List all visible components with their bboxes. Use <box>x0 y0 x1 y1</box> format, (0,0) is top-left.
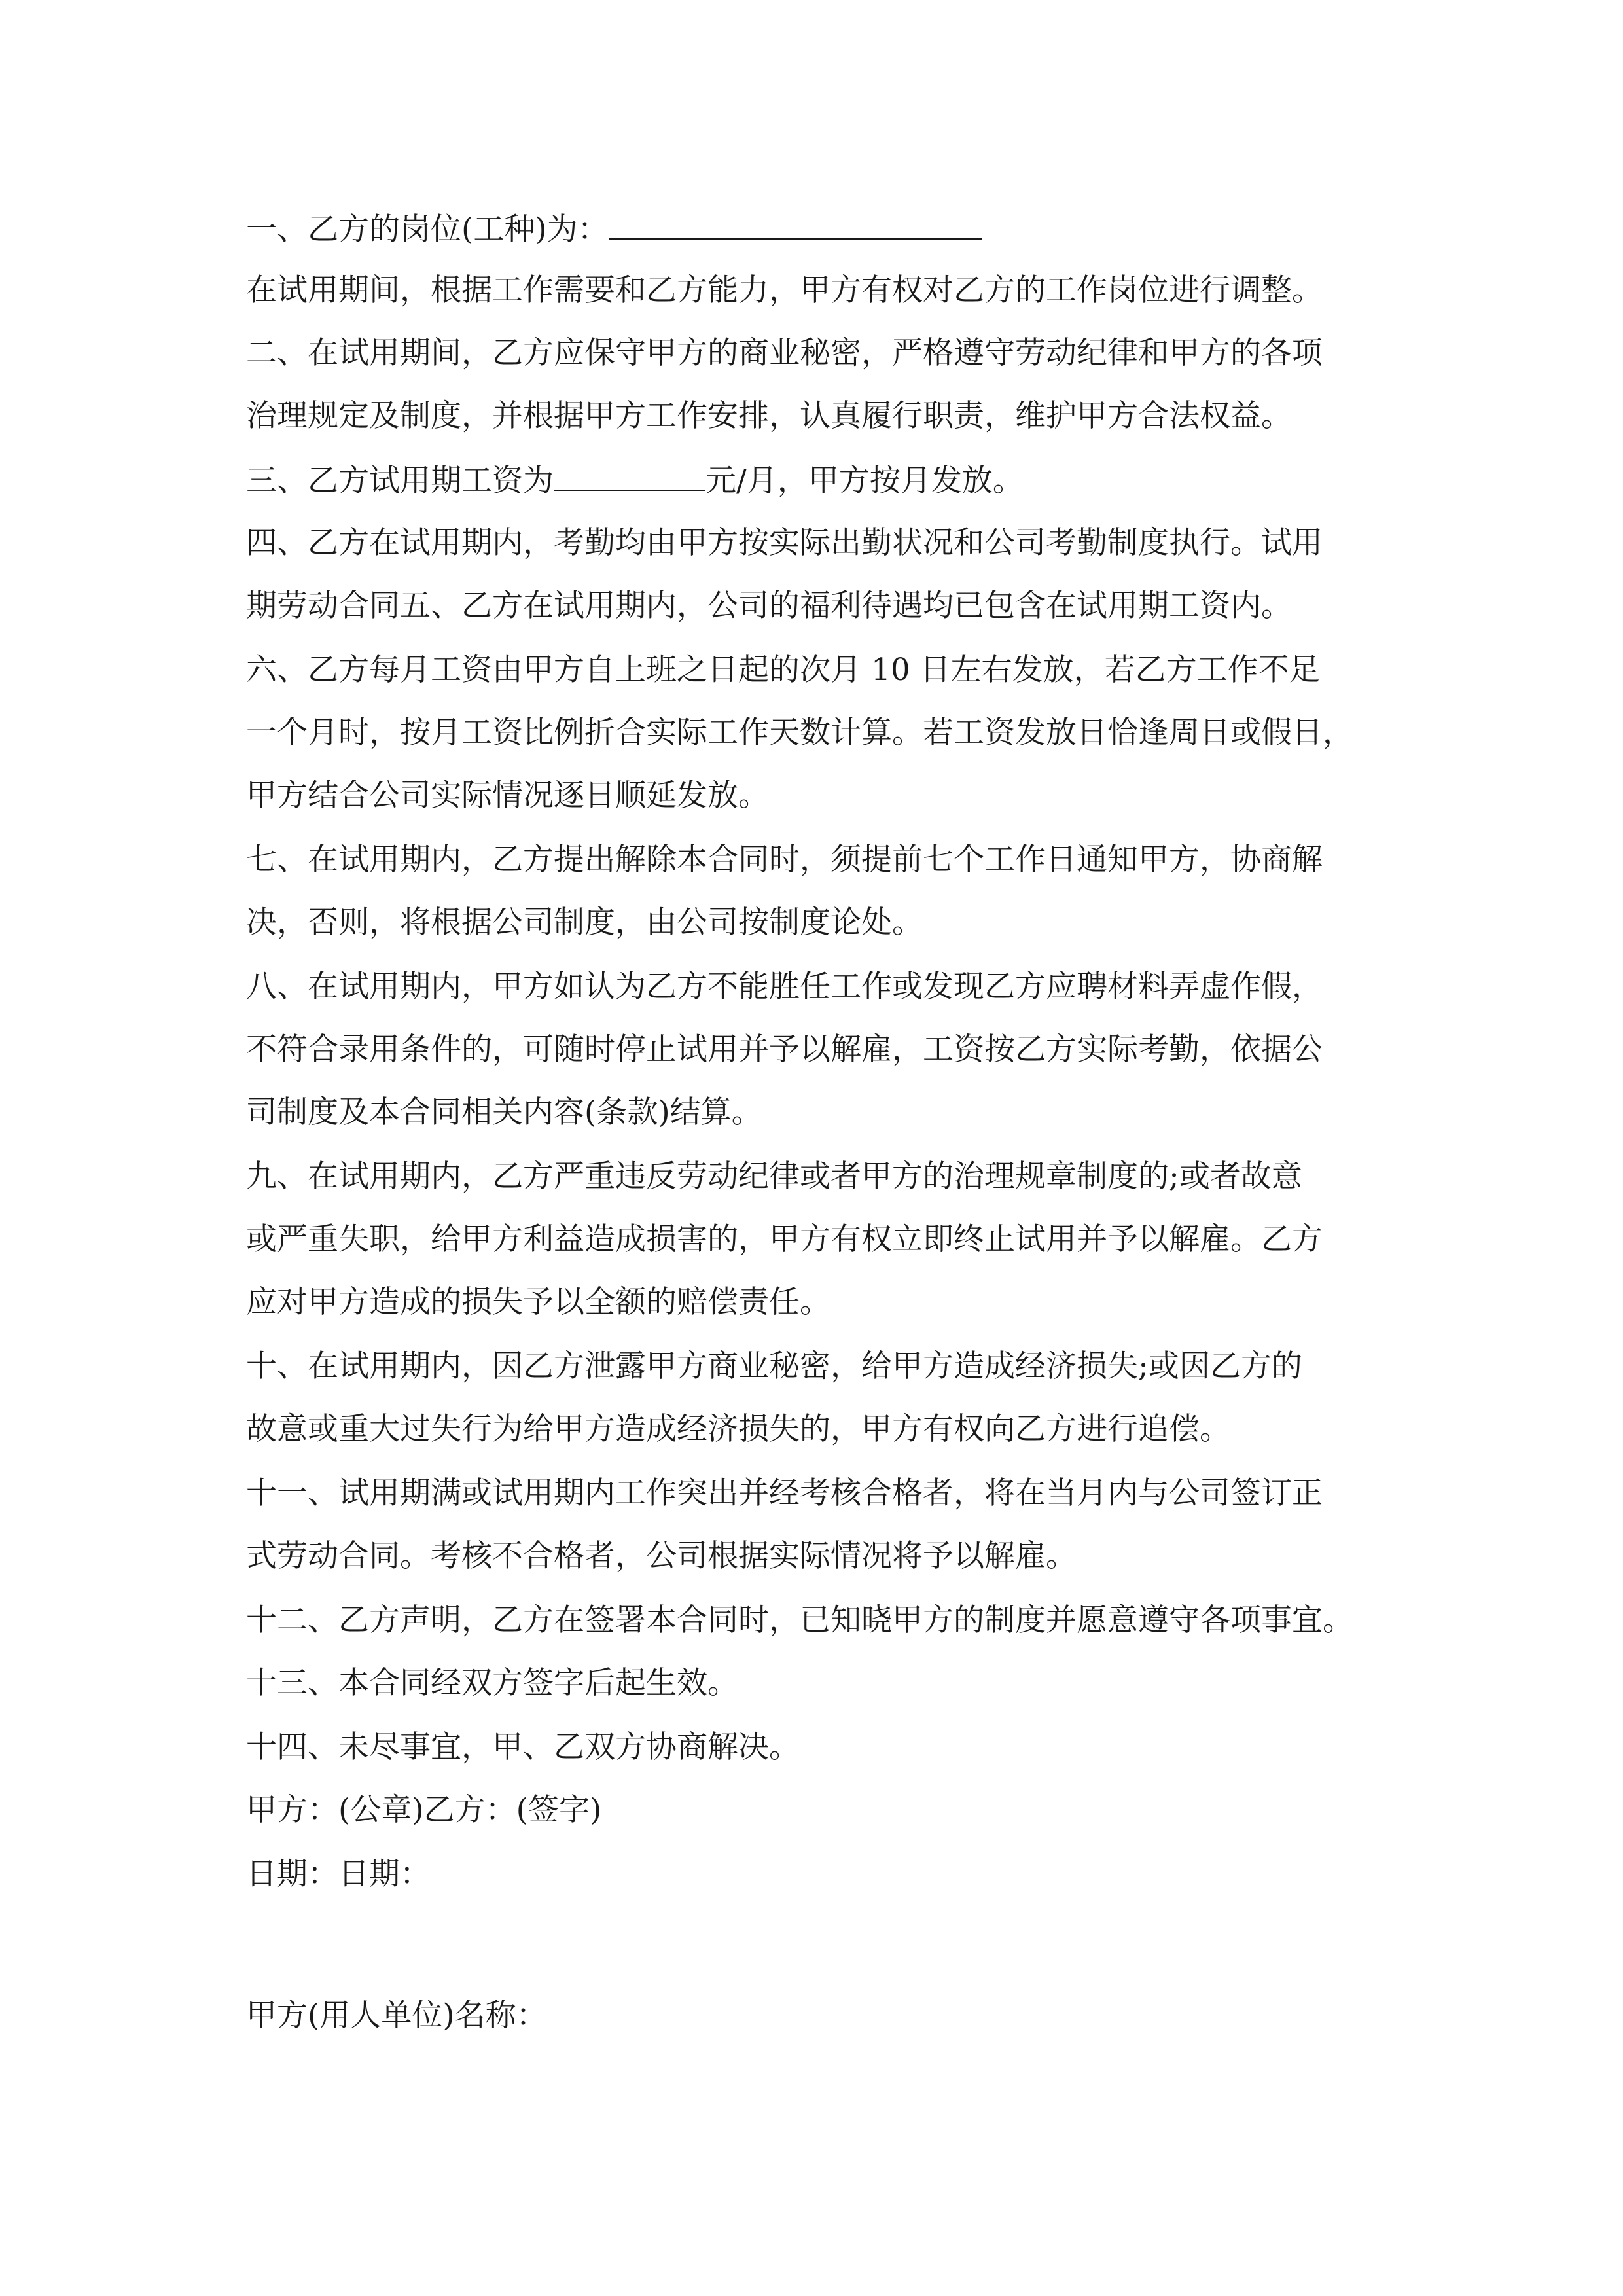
clause-14: 十四、未尽事宜，甲、乙双方协商解决。 <box>246 1729 800 1765</box>
clause-3-tail: 元/月，甲方按月发放。 <box>705 463 1024 499</box>
text-line-2: 在试用期间，根据工作需要和乙方能力，甲方有权对乙方的工作岗位进行调整。 <box>246 272 1323 308</box>
clause-7-line-1: 七、在试用期内，乙方提出解除本合同时，须提前七个工作日通知甲方，协商解 <box>246 842 1323 878</box>
clause-9-line-2: 或严重失职，给甲方利益造成损害的，甲方有权立即终止试用并予以解雇。乙方 <box>246 1221 1323 1257</box>
clause-4-line-1: 四、乙方在试用期内，考勤均由甲方按实际出勤状况和公司考勤制度执行。试用 <box>246 525 1323 561</box>
clause-6-line-2: 一个月时，按月工资比例折合实际工作天数计算。若工资发放日恰逢周日或假日， <box>246 715 1353 751</box>
position-blank <box>609 208 982 240</box>
clause-2-line-2: 治理规定及制度，并根据甲方工作安排，认真履行职责，维护甲方合法权益。 <box>246 398 1292 434</box>
clause-6-line-1: 六、乙方每月工资由甲方自上班之日起的次月 10 日左右发放，若乙方工作不足 <box>246 652 1320 688</box>
clause-6-line-3: 甲方结合公司实际情况逐日顺延发放。 <box>246 778 769 814</box>
clause-10-line-2: 故意或重大过失行为给甲方造成经济损失的，甲方有权向乙方进行追偿。 <box>246 1411 1230 1447</box>
clause-9-line-1: 九、在试用期内，乙方严重违反劳动纪律或者甲方的治理规章制度的;或者故意 <box>246 1158 1302 1194</box>
clause-7-line-2: 决，否则，将根据公司制度，由公司按制度论处。 <box>246 905 923 941</box>
signature-line: 甲方：(公章)乙方：(签字) <box>246 1792 602 1828</box>
clause-8-line-3: 司制度及本合同相关内容(条款)结算。 <box>246 1094 762 1130</box>
clause-8-line-1: 八、在试用期内，甲方如认为乙方不能胜任工作或发现乙方应聘材料弄虚作假， <box>246 969 1323 1005</box>
wage-blank <box>554 459 705 491</box>
clause-3-wage <box>246 459 1024 501</box>
clause-1-label: 一、乙方的岗位(工种)为： <box>246 211 609 247</box>
clause-11-line-2: 式劳动合同。考核不合格者，公司根据实际情况将予以解雇。 <box>246 1538 1077 1574</box>
clause-2-line-1: 二、在试用期间，乙方应保守甲方的商业秘密，严格遵守劳动纪律和甲方的各项 <box>246 335 1323 371</box>
clause-4-line-2: 期劳动合同五、乙方在试用期内，公司的福利待遇均已包含在试用期工资内。 <box>246 588 1292 624</box>
employer-name-label: 甲方(用人单位)名称： <box>246 1998 547 2034</box>
clause-9-line-3: 应对甲方造成的损失予以全额的赔偿责任。 <box>246 1284 830 1320</box>
clause-11-line-1: 十一、试用期满或试用期内工作突出并经考核合格者，将在当月内与公司签订正 <box>246 1475 1323 1511</box>
clause-8-line-2: 不符合录用条件的，可随时停止试用并予以解雇，工资按乙方实际考勤，依据公 <box>246 1031 1323 1067</box>
clause-3-label: 三、乙方试用期工资为 <box>246 463 554 499</box>
clause-1-position <box>246 208 982 249</box>
clause-10-line-1: 十、在试用期内，因乙方泄露甲方商业秘密，给甲方造成经济损失;或因乙方的 <box>246 1348 1302 1384</box>
date-line: 日期：日期： <box>246 1856 431 1892</box>
clause-12: 十二、乙方声明，乙方在签署本合同时，已知晓甲方的制度并愿意遵守各项事宜。 <box>246 1602 1353 1638</box>
clause-13: 十三、本合同经双方签字后起生效。 <box>246 1665 738 1701</box>
